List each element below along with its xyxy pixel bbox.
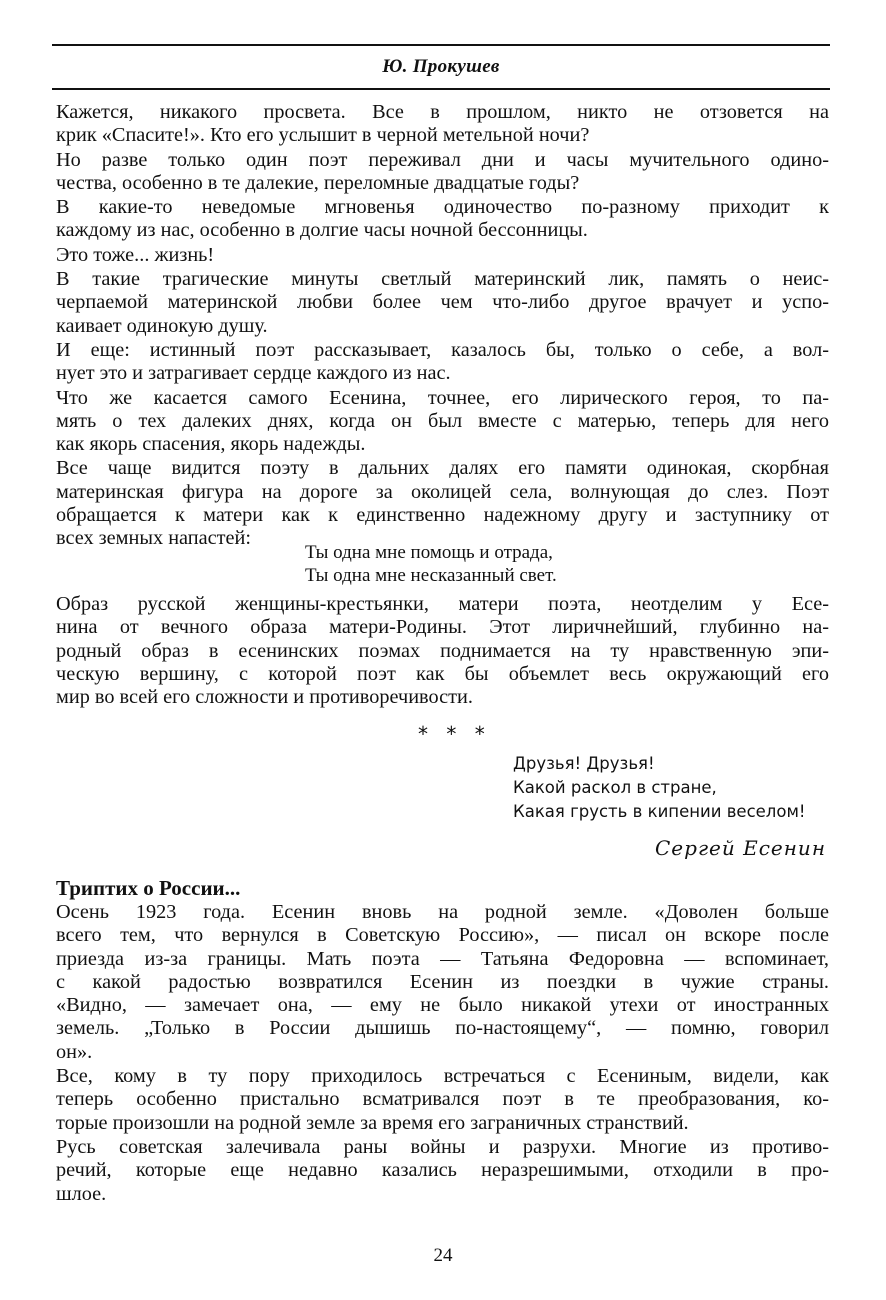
text-line: шлое. [56, 1182, 107, 1205]
text-line: земель. „Только в России дышишь по-настоящему“, — помню, говорил [56, 1017, 829, 1040]
header-rule-top [52, 44, 830, 46]
epigraph-line: Какой раскол в стране, [513, 778, 717, 797]
text-line: нина от вечного образа матери-Родины. Этот лиричнейший, глубинно на- [56, 616, 829, 639]
text-line: всего тем, что вернулся в Советскую Россию», — писал он вскоре после [56, 924, 829, 947]
epigraph-line: Какая грусть в кипении веселом! [513, 802, 806, 821]
text-line: обращается к матери как к единственно надежному другу и заступнику от [56, 504, 829, 527]
text-line: Все, кому в ту пору приходилось встречаться с Есениным, видели, как [56, 1065, 829, 1088]
text-line: Все чаще видится поэту в дальних далях его памяти одинокая, скорбная [56, 457, 829, 480]
text-line: нует это и затрагивает сердце каждого из нас. [56, 362, 451, 385]
body-text-part3 [56, 901, 829, 1206]
running-head: Ю. Прокушев [382, 56, 500, 77]
paragraph [56, 593, 829, 709]
text-line: с какой радостью возвратился Есенин из поездки в чужие страны. [56, 970, 829, 993]
text-line: ческую вершину, с которой поэт как бы объемлет весь окружающий его [56, 662, 829, 685]
verse-quote [305, 541, 557, 587]
text-line: Русь советская залечивала раны войны и разрухи. Многие из противо- [56, 1135, 829, 1158]
text-line: крик «Спасите!». Кто его услышит в черной метельной ночи? [56, 124, 590, 147]
paragraph [56, 387, 829, 457]
text-line: мять о тех далеких днях, когда он был вместе с матерью, теперь для него [56, 409, 829, 432]
section-separator: * * * [418, 722, 491, 746]
text-line: Что же касается самого Есенина, точнее, его лирического героя, то па- [56, 386, 829, 409]
paragraph [56, 244, 829, 267]
text-line: всех земных напастей: [56, 527, 251, 550]
paragraph [56, 101, 829, 148]
paragraph [56, 339, 829, 386]
paragraph [56, 196, 829, 243]
paragraph [56, 268, 829, 338]
text-line: Это тоже... жизнь! [56, 243, 215, 266]
text-line: как якорь спасения, якорь надежды. [56, 433, 366, 456]
text-line: Образ русской женщины-крестьянки, матери поэта, неотделим у Есе- [56, 593, 829, 615]
text-line: приезда из-за границы. Мать поэта — Татьяна Федоровна — вспоминает, [56, 947, 829, 970]
text-line: он». [56, 1040, 93, 1063]
epigraph-line: Друзья! Друзья! [513, 754, 655, 773]
text-line: И еще: истинный поэт рассказывает, казалось бы, только о себе, а вол- [56, 338, 829, 361]
paragraph [56, 457, 829, 550]
paragraph [56, 149, 829, 196]
paragraph [56, 901, 829, 1064]
header-rule-bottom [52, 88, 830, 90]
page-number: 24 [433, 1245, 453, 1266]
epigraph [513, 752, 806, 824]
text-line: родный образ в есенинских поэмах поднимается на ту нравственную эпи- [56, 639, 829, 662]
text-line: Кажется, никакого просвета. Все в прошлом, никто не отзовется на [56, 101, 829, 123]
paragraph [56, 1065, 829, 1135]
text-line: В какие-то неведомые мгновенья одиночество по-разному приходит к [56, 196, 829, 219]
verse-line: Ты одна мне несказанный свет. [305, 565, 557, 586]
text-line: чества, особенно в те далекие, переломные двадцатые годы? [56, 171, 580, 194]
paragraph [56, 1136, 829, 1206]
text-line: Осень 1923 года. Есенин вновь на родной земле. «Доволен больше [56, 901, 829, 923]
body-text-part2 [56, 593, 829, 709]
text-line: теперь особенно пристально всматривался поэт в те преобразования, ко- [56, 1088, 829, 1111]
text-line: В такие трагические минуты светлый материнский лик, память о неис- [56, 268, 829, 291]
text-line: мир во всей его сложности и противоречивости. [56, 686, 473, 709]
text-line: Но разве только один поэт переживал дни и часы мучительного одино- [56, 148, 829, 171]
body-text-part1 [56, 101, 829, 551]
text-line: материнская фигура на дороге за околицей села, волнующая до слез. Поэт [56, 480, 829, 503]
verse-line: Ты одна мне помощь и отрада, [305, 542, 553, 563]
text-line: торые произошли на родной земле за время его заграничных странствий. [56, 1111, 689, 1134]
text-line: черпаемой материнской любви более чем что-либо другое врачует и успо- [56, 291, 829, 314]
text-line: «Видно, — замечает она, — ему не было никакой утехи от иностранных [56, 994, 829, 1017]
section-title: Триптих о России... [56, 876, 241, 900]
text-line: каивает одинокую душу. [56, 314, 268, 337]
text-line: речий, которые еще недавно казались неразрешимыми, отходили в про- [56, 1159, 829, 1182]
epigraph-signature: Сергей Есенин [655, 836, 826, 860]
text-line: каждому из нас, особенно в долгие часы ночной бессонницы. [56, 219, 588, 242]
